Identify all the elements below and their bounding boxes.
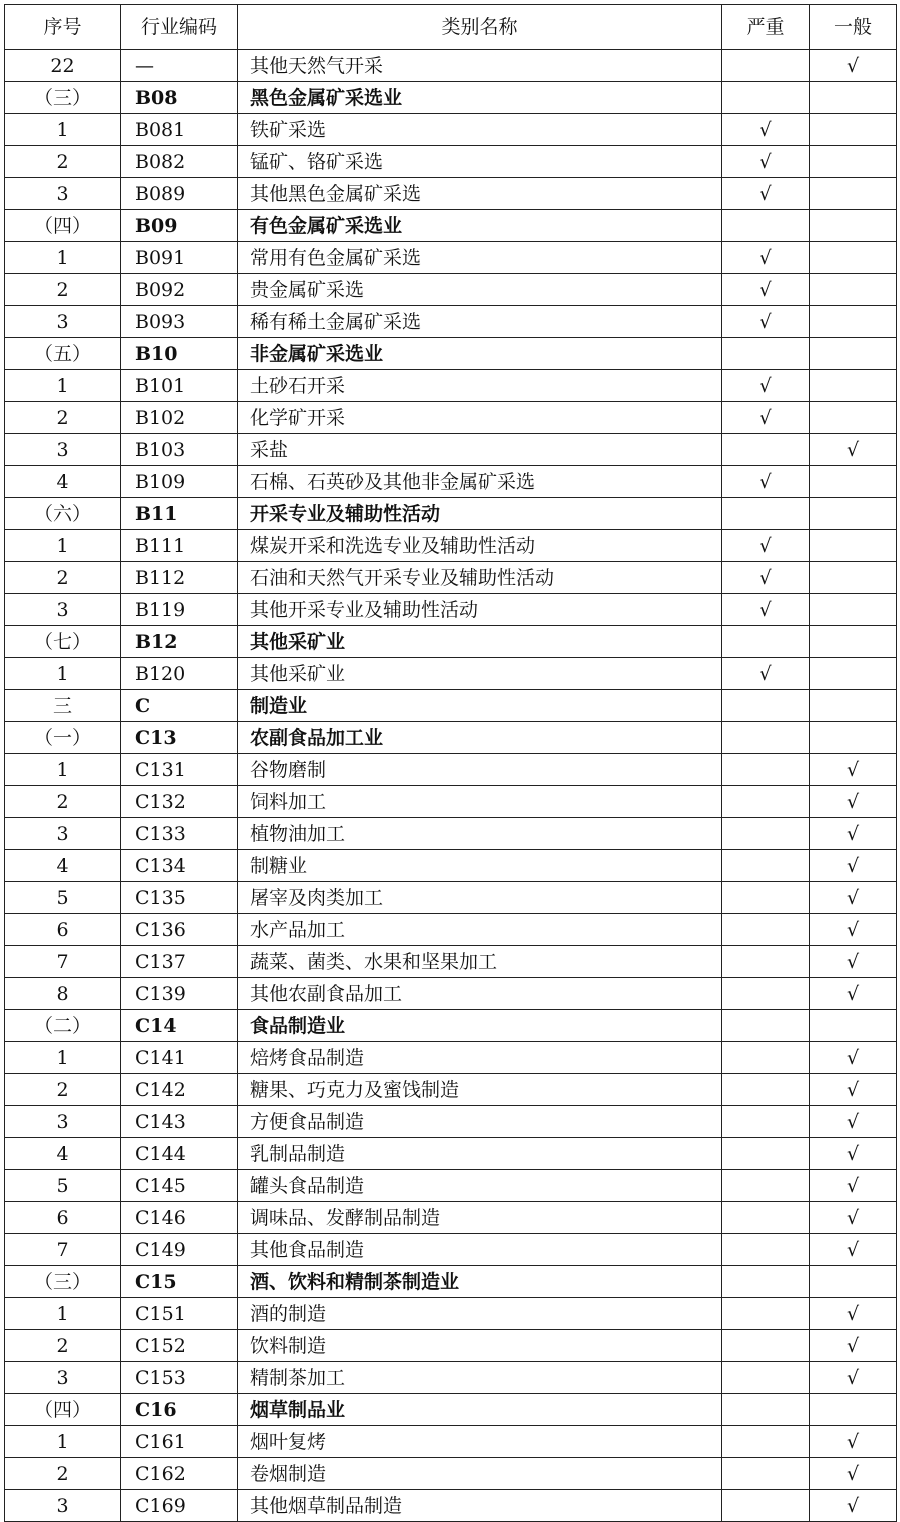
row-code: C169 [121,1490,238,1522]
row-severe-mark: √ [722,658,810,690]
table-row [5,146,897,178]
row-severe-mark: √ [722,114,810,146]
row-code: B103 [121,434,238,466]
row-seq: 3 [5,594,121,626]
row-name: 常用有色金属矿采选 [238,242,722,274]
table-row [5,626,897,658]
row-code: C135 [121,882,238,914]
row-seq: 6 [5,914,121,946]
row-severe-mark [722,1202,810,1234]
row-seq: 1 [5,1042,121,1074]
table-row [5,594,897,626]
row-name: 乳制品制造 [238,1138,722,1170]
row-code: C149 [121,1234,238,1266]
row-seq: 三 [5,690,121,722]
row-seq: 5 [5,1170,121,1202]
row-general-mark [810,210,897,242]
row-name: 酒的制造 [238,1298,722,1330]
row-name: 有色金属矿采选业 [238,210,722,242]
row-severe-mark: √ [722,402,810,434]
row-name: 制造业 [238,690,722,722]
row-name: 土砂石开采 [238,370,722,402]
row-severe-mark [722,1170,810,1202]
row-seq: 1 [5,242,121,274]
row-severe-mark [722,946,810,978]
row-seq: （四） [5,1394,121,1426]
row-general-mark [810,370,897,402]
row-severe-mark [722,1234,810,1266]
table-row [5,1010,897,1042]
row-code: B09 [121,210,238,242]
table-row [5,1106,897,1138]
table-row [5,1394,897,1426]
row-general-mark [810,146,897,178]
row-name: 锰矿、铬矿采选 [238,146,722,178]
row-name: 制糖业 [238,850,722,882]
row-severe-mark: √ [722,370,810,402]
row-general-mark: √ [810,1330,897,1362]
row-general-mark [810,466,897,498]
row-code: B092 [121,274,238,306]
row-seq: （一） [5,722,121,754]
row-code: C134 [121,850,238,882]
row-seq: 8 [5,978,121,1010]
table-row [5,370,897,402]
table-body [5,50,897,1522]
row-general-mark [810,1394,897,1426]
row-code: B081 [121,114,238,146]
row-general-mark [810,498,897,530]
table-row [5,1330,897,1362]
row-seq: （六） [5,498,121,530]
row-severe-mark [722,914,810,946]
row-severe-mark: √ [722,242,810,274]
row-severe-mark [722,818,810,850]
row-name: 采盐 [238,434,722,466]
table-row [5,498,897,530]
row-severe-mark [722,754,810,786]
row-seq: （三） [5,1266,121,1298]
row-seq: 2 [5,1330,121,1362]
table-row [5,722,897,754]
row-severe-mark: √ [722,594,810,626]
row-code: B120 [121,658,238,690]
table-row [5,50,897,82]
table-row [5,946,897,978]
row-severe-mark [722,1010,810,1042]
row-severe-mark [722,882,810,914]
row-name: 化学矿开采 [238,402,722,434]
row-code: B082 [121,146,238,178]
row-code: C139 [121,978,238,1010]
row-general-mark: √ [810,1170,897,1202]
row-seq: 7 [5,946,121,978]
row-name: 水产品加工 [238,914,722,946]
table-row [5,274,897,306]
row-general-mark [810,306,897,338]
table-row [5,338,897,370]
row-seq: 4 [5,1138,121,1170]
row-general-mark [810,530,897,562]
row-code: C [121,690,238,722]
row-seq: 3 [5,434,121,466]
row-seq: 6 [5,1202,121,1234]
table-row [5,658,897,690]
row-code: B111 [121,530,238,562]
row-severe-mark: √ [722,274,810,306]
row-name: 酒、饮料和精制茶制造业 [238,1266,722,1298]
row-name: 其他开采专业及辅助性活动 [238,594,722,626]
row-seq: 3 [5,178,121,210]
row-name: 稀有稀土金属矿采选 [238,306,722,338]
table-row [5,1202,897,1234]
row-general-mark [810,242,897,274]
row-severe-mark [722,1298,810,1330]
table-row [5,1362,897,1394]
table-row [5,114,897,146]
row-seq: 4 [5,850,121,882]
table-row [5,210,897,242]
row-name: 卷烟制造 [238,1458,722,1490]
row-general-mark: √ [810,1042,897,1074]
row-code: — [121,50,238,82]
row-name: 石棉、石英砂及其他非金属矿采选 [238,466,722,498]
row-seq: 3 [5,1490,121,1522]
row-general-mark [810,722,897,754]
row-general-mark [810,690,897,722]
row-general-mark [810,274,897,306]
row-severe-mark: √ [722,146,810,178]
row-code: C16 [121,1394,238,1426]
row-seq: 3 [5,1106,121,1138]
row-severe-mark [722,722,810,754]
row-code: C162 [121,1458,238,1490]
row-seq: 2 [5,1074,121,1106]
header-row [5,5,897,50]
table-row [5,402,897,434]
row-general-mark [810,1010,897,1042]
row-seq: 5 [5,882,121,914]
row-name: 屠宰及肉类加工 [238,882,722,914]
row-name: 蔬菜、菌类、水果和坚果加工 [238,946,722,978]
row-code: B109 [121,466,238,498]
row-severe-mark: √ [722,466,810,498]
row-code: C145 [121,1170,238,1202]
row-seq: （五） [5,338,121,370]
row-severe-mark [722,82,810,114]
header-code: 行业编码 [121,5,238,50]
row-general-mark: √ [810,818,897,850]
row-name: 开采专业及辅助性活动 [238,498,722,530]
row-name: 调味品、发酵制品制造 [238,1202,722,1234]
row-severe-mark: √ [722,178,810,210]
table-row [5,562,897,594]
row-seq: （三） [5,82,121,114]
row-general-mark [810,338,897,370]
row-name: 非金属矿采选业 [238,338,722,370]
row-severe-mark [722,786,810,818]
row-code: C151 [121,1298,238,1330]
row-code: C132 [121,786,238,818]
row-seq: 3 [5,1362,121,1394]
table-row [5,754,897,786]
row-severe-mark [722,1362,810,1394]
row-seq: 1 [5,114,121,146]
row-general-mark: √ [810,50,897,82]
row-severe-mark [722,690,810,722]
row-code: C136 [121,914,238,946]
row-code: C137 [121,946,238,978]
row-name: 其他天然气开采 [238,50,722,82]
table-row [5,1490,897,1522]
row-severe-mark [722,1266,810,1298]
row-seq: 1 [5,530,121,562]
row-general-mark: √ [810,1298,897,1330]
table-row [5,242,897,274]
row-general-mark: √ [810,786,897,818]
table-row [5,786,897,818]
header-name: 类别名称 [238,5,722,50]
row-general-mark [810,114,897,146]
row-general-mark [810,562,897,594]
row-name: 饲料加工 [238,786,722,818]
row-severe-mark [722,1426,810,1458]
row-name: 烟草制品业 [238,1394,722,1426]
row-general-mark: √ [810,1106,897,1138]
row-name: 其他采矿业 [238,626,722,658]
row-code: C15 [121,1266,238,1298]
row-severe-mark: √ [722,306,810,338]
table-row [5,530,897,562]
row-severe-mark [722,50,810,82]
row-seq: 22 [5,50,121,82]
row-severe-mark [722,434,810,466]
table-row [5,1266,897,1298]
row-severe-mark [722,978,810,1010]
header-seq: 序号 [5,5,121,50]
row-seq: 1 [5,754,121,786]
row-name: 其他黑色金属矿采选 [238,178,722,210]
row-severe-mark [722,1138,810,1170]
row-general-mark: √ [810,978,897,1010]
row-code: C144 [121,1138,238,1170]
row-severe-mark [722,338,810,370]
row-severe-mark: √ [722,530,810,562]
row-code: B093 [121,306,238,338]
row-seq: （四） [5,210,121,242]
row-code: C153 [121,1362,238,1394]
row-seq: （二） [5,1010,121,1042]
row-severe-mark [722,1042,810,1074]
row-code: B101 [121,370,238,402]
row-name: 精制茶加工 [238,1362,722,1394]
row-code: C131 [121,754,238,786]
row-name: 煤炭开采和洗选专业及辅助性活动 [238,530,722,562]
row-general-mark: √ [810,1458,897,1490]
row-code: B091 [121,242,238,274]
row-general-mark: √ [810,1074,897,1106]
row-general-mark [810,1266,897,1298]
row-code: C133 [121,818,238,850]
industry-classification-table [4,4,897,1522]
row-severe-mark: √ [722,562,810,594]
table-row [5,1458,897,1490]
table-row [5,978,897,1010]
row-severe-mark [722,1394,810,1426]
row-general-mark [810,82,897,114]
table-row [5,690,897,722]
row-name: 糖果、巧克力及蜜饯制造 [238,1074,722,1106]
row-seq: 2 [5,1458,121,1490]
row-severe-mark [722,626,810,658]
row-code: C161 [121,1426,238,1458]
row-seq: 4 [5,466,121,498]
table-row [5,178,897,210]
row-seq: 2 [5,274,121,306]
table-row [5,882,897,914]
table-row [5,1298,897,1330]
row-name: 铁矿采选 [238,114,722,146]
row-code: C143 [121,1106,238,1138]
row-severe-mark [722,1490,810,1522]
row-code: B112 [121,562,238,594]
row-seq: 1 [5,1298,121,1330]
row-name: 方便食品制造 [238,1106,722,1138]
row-general-mark [810,178,897,210]
table-row [5,1234,897,1266]
row-name: 食品制造业 [238,1010,722,1042]
table-row [5,850,897,882]
row-name: 其他食品制造 [238,1234,722,1266]
table-row [5,466,897,498]
row-general-mark: √ [810,914,897,946]
row-severe-mark [722,1458,810,1490]
row-name: 植物油加工 [238,818,722,850]
row-name: 石油和天然气开采专业及辅助性活动 [238,562,722,594]
row-code: B08 [121,82,238,114]
row-general-mark: √ [810,850,897,882]
row-general-mark: √ [810,1138,897,1170]
row-severe-mark [722,1330,810,1362]
header-general: 一般 [810,5,897,50]
table-row [5,306,897,338]
row-general-mark [810,658,897,690]
table-row [5,1170,897,1202]
row-seq: 3 [5,306,121,338]
row-name: 谷物磨制 [238,754,722,786]
row-name: 饮料制造 [238,1330,722,1362]
row-seq: 7 [5,1234,121,1266]
row-general-mark: √ [810,1234,897,1266]
row-code: C13 [121,722,238,754]
row-name: 其他烟草制品制造 [238,1490,722,1522]
row-general-mark: √ [810,1490,897,1522]
row-severe-mark [722,850,810,882]
table-row [5,1042,897,1074]
row-code: B10 [121,338,238,370]
table-row [5,818,897,850]
row-code: B119 [121,594,238,626]
row-severe-mark [722,498,810,530]
row-seq: 2 [5,402,121,434]
row-name: 焙烤食品制造 [238,1042,722,1074]
row-code: B089 [121,178,238,210]
row-severe-mark [722,210,810,242]
row-general-mark: √ [810,1202,897,1234]
row-name: 烟叶复烤 [238,1426,722,1458]
row-seq: 1 [5,370,121,402]
row-name: 贵金属矿采选 [238,274,722,306]
row-code: C142 [121,1074,238,1106]
row-code: C152 [121,1330,238,1362]
row-severe-mark [722,1106,810,1138]
row-general-mark [810,626,897,658]
row-seq: 1 [5,1426,121,1458]
row-seq: 1 [5,658,121,690]
row-code: B11 [121,498,238,530]
row-code: C14 [121,1010,238,1042]
row-name: 农副食品加工业 [238,722,722,754]
row-name: 其他采矿业 [238,658,722,690]
row-seq: 2 [5,146,121,178]
table-row [5,1138,897,1170]
table-row [5,82,897,114]
row-name: 黑色金属矿采选业 [238,82,722,114]
row-general-mark: √ [810,946,897,978]
row-seq: 3 [5,818,121,850]
table-row [5,1074,897,1106]
row-name: 罐头食品制造 [238,1170,722,1202]
table-row [5,434,897,466]
table-header [5,5,897,50]
row-code: B102 [121,402,238,434]
row-name: 其他农副食品加工 [238,978,722,1010]
row-code: B12 [121,626,238,658]
row-general-mark: √ [810,882,897,914]
row-general-mark [810,402,897,434]
row-general-mark: √ [810,754,897,786]
row-general-mark [810,594,897,626]
row-general-mark: √ [810,1362,897,1394]
row-general-mark: √ [810,1426,897,1458]
row-code: C141 [121,1042,238,1074]
row-general-mark: √ [810,434,897,466]
row-severe-mark [722,1074,810,1106]
row-seq: 2 [5,562,121,594]
row-seq: 2 [5,786,121,818]
table-row [5,914,897,946]
row-code: C146 [121,1202,238,1234]
row-seq: （七） [5,626,121,658]
header-severe: 严重 [722,5,810,50]
table-row [5,1426,897,1458]
